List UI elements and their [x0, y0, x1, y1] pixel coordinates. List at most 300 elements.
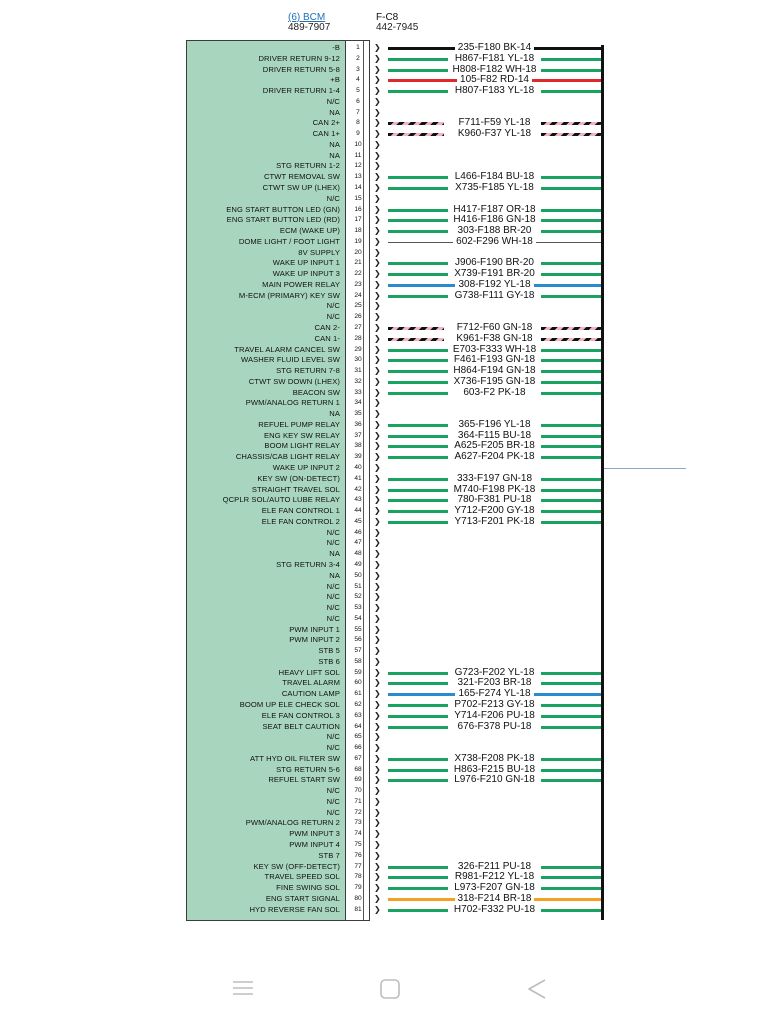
pin-terminal-icon: ❯	[374, 581, 381, 591]
pin-terminal-icon: ❯	[374, 506, 381, 516]
pin-row	[0, 851, 768, 862]
pin-terminal-icon: ❯	[374, 743, 381, 753]
pin-number: 50	[354, 571, 362, 579]
pin-number: 55	[354, 625, 362, 633]
pin-row	[0, 765, 768, 776]
circuit-id-label: 676-F378 PU-18	[455, 721, 535, 732]
pin-function-label: NA	[329, 549, 340, 559]
pin-row	[0, 258, 768, 269]
pin-terminal-icon: ❯	[374, 161, 381, 171]
pin-function-label: ECM (WAKE UP)	[279, 226, 340, 236]
pin-terminal-icon: ❯	[374, 721, 381, 731]
pin-row	[0, 538, 768, 549]
pin-terminal-icon: ❯	[374, 301, 381, 311]
pin-row	[0, 528, 768, 539]
pin-function-label: DRIVER RETURN 1-4	[262, 86, 340, 96]
pin-row	[0, 678, 768, 689]
pin-function-label: KEY SW (OFF-DETECT)	[253, 861, 340, 871]
pin-row	[0, 743, 768, 754]
pin-row	[0, 140, 768, 151]
pin-row	[0, 65, 768, 76]
pin-function-label: REFUEL START SW	[268, 775, 340, 785]
pin-terminal-icon: ❯	[374, 96, 381, 106]
pin-row	[0, 463, 768, 474]
pin-function-label: STG RETURN 1-2	[276, 161, 340, 171]
circuit-id-label: M740-F198 PK-18	[451, 484, 539, 495]
pin-row	[0, 829, 768, 840]
pin-row	[0, 172, 768, 183]
pin-terminal-icon: ❯	[374, 269, 381, 279]
pin-terminal-icon: ❯	[374, 484, 381, 494]
pin-terminal-icon: ❯	[374, 419, 381, 429]
circuit-id-label: Y713-F201 PK-18	[451, 516, 537, 527]
pin-row	[0, 905, 768, 916]
pin-number: 71	[354, 797, 362, 805]
pin-terminal-icon: ❯	[374, 689, 381, 699]
pin-number: 38	[354, 442, 362, 450]
pin-number: 70	[354, 787, 362, 795]
pin-terminal-icon: ❯	[374, 786, 381, 796]
pin-terminal-icon: ❯	[374, 258, 381, 268]
pin-number: 18	[354, 227, 362, 235]
circuit-id-label: F711-F59 YL-18	[456, 117, 534, 128]
circuit-id-label: 602-F296 WH-18	[453, 236, 536, 247]
circuit-id-label: 318-F214 BR-18	[455, 893, 535, 904]
pin-number: 28	[354, 334, 362, 342]
pin-function-label: STB 7	[318, 850, 340, 860]
pin-row	[0, 571, 768, 582]
pin-row	[0, 398, 768, 409]
pin-row	[0, 237, 768, 248]
pin-number: 46	[354, 528, 362, 536]
pin-number: 35	[354, 410, 362, 418]
pin-terminal-icon: ❯	[374, 516, 381, 526]
circuit-id-label: L973-F207 GN-18	[451, 882, 538, 893]
pin-number: 72	[354, 808, 362, 816]
pin-terminal-icon: ❯	[374, 150, 381, 160]
pin-terminal-icon: ❯	[374, 635, 381, 645]
pin-terminal-icon: ❯	[374, 376, 381, 386]
pin-function-label: ATT HYD OIL FILTER SW	[250, 753, 340, 763]
circuit-id-label: G723-F202 YL-18	[452, 667, 538, 678]
circuit-id-label: P702-F213 GY-18	[451, 699, 537, 710]
pin-row	[0, 248, 768, 259]
circuit-id-label: X738-F208 PK-18	[451, 753, 537, 764]
pin-number: 16	[354, 205, 362, 213]
pin-number: 47	[354, 539, 362, 547]
pin-row	[0, 797, 768, 808]
pin-terminal-icon: ❯	[374, 172, 381, 182]
pin-function-label: N/C	[326, 193, 340, 203]
pin-terminal-icon: ❯	[374, 247, 381, 257]
circuit-id-label: 321-F203 BR-18	[455, 677, 535, 688]
pin-terminal-icon: ❯	[374, 613, 381, 623]
back-icon[interactable]	[525, 978, 549, 1005]
pin-number: 10	[354, 140, 362, 148]
pin-function-label: BEACON SW	[292, 387, 340, 397]
pin-number: 14	[354, 184, 362, 191]
pin-number: 56	[354, 636, 362, 644]
pin-number: 3	[356, 65, 360, 73]
pin-terminal-icon: ❯	[374, 732, 381, 742]
pin-number: 12	[354, 162, 362, 170]
connector-part-number: 442-7945	[376, 22, 419, 33]
pin-number: 44	[354, 507, 362, 515]
circuit-id-label: X736-F195 GN-18	[451, 376, 539, 387]
pin-terminal-icon: ❯	[374, 107, 381, 117]
pin-function-label: N/C	[326, 786, 340, 796]
pin-terminal-icon: ❯	[374, 204, 381, 214]
pin-number: 34	[354, 399, 362, 407]
circuit-id-label: 333-F197 GN-18	[454, 473, 535, 484]
circuit-id-label: X739-F191 BR-20	[451, 268, 538, 279]
pin-function-label: HEAVY LIFT SOL	[278, 667, 340, 677]
circuit-id-label: L466-F184 BU-18	[452, 171, 538, 182]
pin-function-label: BOOM UP ELE CHECK SOL	[239, 699, 340, 709]
pin-terminal-icon: ❯	[374, 279, 381, 289]
pin-function-label: CAN 1-	[314, 333, 340, 343]
pin-row	[0, 161, 768, 172]
pin-terminal-icon: ❯	[374, 53, 381, 63]
circuit-id-label: H702-F332 PU-18	[451, 904, 538, 915]
pin-row	[0, 108, 768, 119]
pin-function-label: PWM/ANALOG RETURN 2	[245, 818, 340, 828]
pin-function-label: CAN 1+	[312, 129, 340, 139]
pin-number: 19	[354, 237, 362, 245]
pin-terminal-icon: ❯	[374, 495, 381, 505]
circuit-id-label: F712-F60 GN-18	[454, 322, 536, 333]
pin-number: 53	[354, 604, 362, 612]
pin-row	[0, 291, 768, 302]
pin-function-label: PWM INPUT 4	[289, 839, 340, 849]
pin-terminal-icon: ❯	[374, 236, 381, 246]
pin-row	[0, 215, 768, 226]
pin-function-label: N/C	[326, 743, 340, 753]
pin-row	[0, 689, 768, 700]
pin-function-label: ELE FAN CONTROL 2	[261, 516, 340, 526]
pin-row	[0, 625, 768, 636]
pin-row	[0, 441, 768, 452]
pin-row	[0, 345, 768, 356]
pin-function-label: CAN 2-	[314, 323, 340, 333]
pin-row	[0, 786, 768, 797]
bcm-title-link[interactable]: (6) BCM	[288, 12, 326, 23]
pin-row	[0, 818, 768, 829]
circuit-id-label: E703-F333 WH-18	[450, 344, 539, 355]
pin-row	[0, 506, 768, 517]
circuit-id-label: H807-F183 YL-18	[452, 85, 537, 96]
pin-terminal-icon: ❯	[374, 710, 381, 720]
pin-number: 9	[356, 130, 360, 138]
pin-number: 73	[354, 819, 362, 827]
pin-number: 65	[354, 733, 362, 741]
circuit-id-label: 235-F180 BK-14	[455, 42, 534, 53]
pin-function-label: NA	[329, 150, 340, 160]
pin-row	[0, 452, 768, 463]
pin-row	[0, 592, 768, 603]
pin-terminal-icon: ❯	[374, 538, 381, 548]
pin-row	[0, 646, 768, 657]
pin-number: 21	[354, 259, 362, 267]
pin-function-label: HYD REVERSE FAN SOL	[249, 904, 340, 914]
pin-function-label: WAKE UP INPUT 2	[272, 463, 340, 473]
pin-number: 64	[354, 722, 362, 730]
pin-terminal-icon: ❯	[374, 861, 381, 871]
circuit-id-label: H867-F181 YL-18	[452, 53, 537, 64]
pin-row	[0, 560, 768, 571]
pin-row	[0, 75, 768, 86]
pin-function-label: ENG KEY SW RELAY	[263, 430, 340, 440]
circuit-id-label: J906-F190 BR-20	[452, 257, 537, 268]
pin-function-label: DRIVER RETURN 9-12	[258, 53, 340, 63]
pin-terminal-icon: ❯	[374, 75, 381, 85]
pin-number: 1	[356, 44, 360, 51]
pin-number: 75	[354, 840, 362, 848]
circuit-id-label: 326-F211 PU-18	[455, 861, 534, 872]
pin-terminal-icon: ❯	[374, 86, 381, 96]
pin-number: 77	[354, 862, 362, 870]
pin-number: 54	[354, 614, 362, 622]
circuit-id-label: H864-F194 GN-18	[450, 365, 538, 376]
pin-function-label: -B	[332, 43, 340, 52]
pin-function-label: ENG START SIGNAL	[265, 893, 340, 903]
pin-row	[0, 775, 768, 786]
pin-number: 29	[354, 345, 362, 353]
pin-function-label: N/C	[326, 796, 340, 806]
pin-terminal-icon: ❯	[374, 667, 381, 677]
pin-row	[0, 517, 768, 528]
circuit-id-label: 780-F381 PU-18	[455, 494, 535, 505]
pin-terminal-icon: ❯	[374, 764, 381, 774]
pin-row	[0, 301, 768, 312]
pin-function-label: 8V SUPPLY	[298, 247, 340, 257]
pin-number: 79	[354, 884, 362, 892]
pin-function-label: STB 6	[318, 656, 340, 666]
pin-terminal-icon: ❯	[374, 839, 381, 849]
pin-terminal-icon: ❯	[374, 129, 381, 139]
pin-number: 30	[354, 356, 362, 364]
pin-terminal-icon: ❯	[374, 592, 381, 602]
pin-function-label: N/C	[326, 581, 340, 591]
pin-number: 5	[356, 87, 360, 95]
pin-number: 60	[354, 679, 362, 687]
pin-function-label: FINE SWING SOL	[276, 883, 340, 893]
pin-row	[0, 269, 768, 280]
pin-terminal-icon: ❯	[374, 387, 381, 397]
bcm-part-number: 489-7907	[288, 22, 331, 33]
pin-number: 39	[354, 453, 362, 461]
pin-row	[0, 388, 768, 399]
pin-number: 4	[356, 76, 360, 84]
pin-function-label: ENG START BUTTON LED (GN)	[226, 204, 340, 214]
pin-number: 69	[354, 776, 362, 784]
pin-row	[0, 54, 768, 65]
pin-number: 20	[354, 248, 362, 256]
pin-function-label: CTWT SW UP (LHEX)	[262, 183, 340, 192]
pin-row	[0, 86, 768, 97]
bcm-header	[288, 13, 330, 33]
pin-number: 76	[354, 851, 362, 859]
pin-function-label: +B	[330, 75, 340, 85]
pin-row	[0, 431, 768, 442]
pin-terminal-icon: ❯	[374, 118, 381, 128]
pin-function-label: STG RETURN 7-8	[276, 366, 340, 376]
pin-number: 33	[354, 388, 362, 396]
pin-function-label: N/C	[326, 96, 340, 106]
pin-number: 51	[354, 582, 362, 590]
pin-terminal-icon: ❯	[374, 699, 381, 709]
pin-terminal-icon: ❯	[374, 312, 381, 322]
circuit-id-label: H808-F182 WH-18	[450, 64, 540, 75]
pin-row	[0, 194, 768, 205]
pin-function-label: WASHER FLUID LEVEL SW	[240, 355, 340, 365]
pin-terminal-icon: ❯	[374, 872, 381, 882]
pin-function-label: N/C	[326, 527, 340, 537]
pin-terminal-icon: ❯	[374, 646, 381, 656]
pin-row	[0, 205, 768, 216]
pin-number: 74	[354, 830, 362, 838]
pin-function-label: ELE FAN CONTROL 3	[261, 710, 340, 720]
pin-row	[0, 722, 768, 733]
pin-terminal-icon: ❯	[374, 215, 381, 225]
pin-terminal-icon: ❯	[374, 193, 381, 203]
pin-row	[0, 614, 768, 625]
circuit-id-label: 364-F115 BU-18	[455, 430, 534, 441]
pin-terminal-icon: ❯	[374, 323, 381, 333]
pin-terminal-icon: ❯	[374, 64, 381, 74]
pin-function-label: STRAIGHT TRAVEL SOL	[251, 484, 340, 494]
pin-row	[0, 485, 768, 496]
pin-row	[0, 840, 768, 851]
circuit-id-label: A625-F205 BR-18	[451, 440, 538, 451]
pin-terminal-icon: ❯	[374, 904, 381, 914]
pin-terminal-icon: ❯	[374, 656, 381, 666]
pin-function-label: TRAVEL ALARM	[282, 678, 340, 688]
pin-number: 66	[354, 744, 362, 752]
pin-terminal-icon: ❯	[374, 893, 381, 903]
pin-number: 15	[354, 194, 362, 202]
pin-number: 78	[354, 873, 362, 881]
circuit-id-label: 105-F82 RD-14	[457, 74, 532, 85]
pin-terminal-icon: ❯	[374, 796, 381, 806]
pin-function-label: BOOM LIGHT RELAY	[264, 441, 340, 451]
pin-terminal-icon: ❯	[374, 603, 381, 613]
pin-function-label: CAUTION LAMP	[281, 689, 340, 699]
circuit-id-label: F461-F193 GN-18	[451, 354, 538, 365]
circuit-id-label: G738-F111 GY-18	[452, 290, 538, 301]
pin-function-label: PWM INPUT 3	[289, 829, 340, 839]
pin-row	[0, 711, 768, 722]
circuit-id-label: X735-F185 YL-18	[452, 182, 537, 193]
connector-title: F-C8	[376, 12, 399, 23]
pin-row	[0, 334, 768, 345]
pin-number: 48	[354, 550, 362, 558]
circuit-id-label: H416-F186 GN-18	[450, 214, 538, 225]
pin-terminal-icon: ❯	[374, 441, 381, 451]
pin-number: 22	[354, 270, 362, 278]
pin-function-label: REFUEL PUMP RELAY	[258, 419, 340, 429]
circuit-id-label: K960-F37 YL-18	[455, 128, 534, 139]
pin-number: 62	[354, 700, 362, 708]
pin-function-label: PWM INPUT 2	[289, 635, 340, 645]
pin-number: 23	[354, 280, 362, 288]
pin-function-label: NA	[329, 139, 340, 149]
pin-number: 58	[354, 657, 362, 665]
pin-row	[0, 732, 768, 743]
pin-number: 63	[354, 711, 362, 719]
pin-function-label: SEAT BELT CAUTION	[262, 721, 340, 731]
pin-row	[0, 668, 768, 679]
pin-row	[0, 377, 768, 388]
pin-number: 8	[356, 119, 360, 127]
pin-terminal-icon: ❯	[374, 430, 381, 440]
pin-row	[0, 323, 768, 334]
pin-terminal-icon: ❯	[374, 527, 381, 537]
pin-number: 2	[356, 54, 360, 62]
pin-terminal-icon: ❯	[374, 883, 381, 893]
pin-number: 52	[354, 593, 362, 601]
pin-function-label: N/C	[326, 603, 340, 613]
pin-row	[0, 635, 768, 646]
pin-number: 42	[354, 485, 362, 493]
pin-terminal-icon: ❯	[374, 775, 381, 785]
pin-number: 43	[354, 496, 362, 504]
pin-number: 45	[354, 517, 362, 525]
pin-function-label: DRIVER RETURN 5-8	[262, 64, 340, 74]
android-nav-bar	[0, 960, 768, 1024]
pin-function-label: CTWT REMOVAL SW	[263, 172, 340, 182]
home-icon[interactable]	[379, 978, 401, 1005]
circuit-id-label: L976-F210 GN-18	[451, 774, 538, 785]
pin-row	[0, 226, 768, 237]
pin-terminal-icon: ❯	[374, 398, 381, 408]
pin-number: 13	[354, 173, 362, 181]
pin-function-label: ENG START BUTTON LED (RD)	[226, 215, 340, 225]
pin-number: 11	[354, 151, 362, 159]
pin-row	[0, 808, 768, 819]
circuit-id-label: H863-F215 BU-18	[451, 764, 538, 775]
pin-function-label: STG RETURN 3-4	[276, 559, 340, 569]
pin-row	[0, 862, 768, 873]
pin-terminal-icon: ❯	[374, 409, 381, 419]
pin-function-label: TRAVEL ALARM CANCEL SW	[234, 344, 340, 354]
pin-row	[0, 280, 768, 291]
pin-row	[0, 549, 768, 560]
pin-row	[0, 872, 768, 883]
pin-terminal-icon: ❯	[374, 559, 381, 569]
pin-row	[0, 183, 768, 194]
pin-terminal-icon: ❯	[374, 290, 381, 300]
pin-function-label: NA	[329, 570, 340, 580]
pin-row	[0, 118, 768, 129]
pin-terminal-icon: ❯	[374, 807, 381, 817]
pin-function-label: PWM INPUT 1	[289, 624, 340, 634]
pin-function-label: CTWT SW DOWN (LHEX)	[248, 376, 340, 386]
pin-terminal-icon: ❯	[374, 139, 381, 149]
pin-terminal-icon: ❯	[374, 344, 381, 354]
pin-number: 68	[354, 765, 362, 773]
pin-function-label: NA	[329, 409, 340, 419]
pin-number: 25	[354, 302, 362, 310]
pin-function-label: DOME LIGHT / FOOT LIGHT	[238, 236, 340, 246]
pin-row	[0, 700, 768, 711]
pin-number: 37	[354, 431, 362, 439]
pin-terminal-icon: ❯	[374, 624, 381, 634]
pin-row	[0, 894, 768, 905]
pin-number: 31	[354, 367, 362, 375]
menu-icon[interactable]	[231, 978, 255, 1003]
pin-row	[0, 43, 768, 54]
